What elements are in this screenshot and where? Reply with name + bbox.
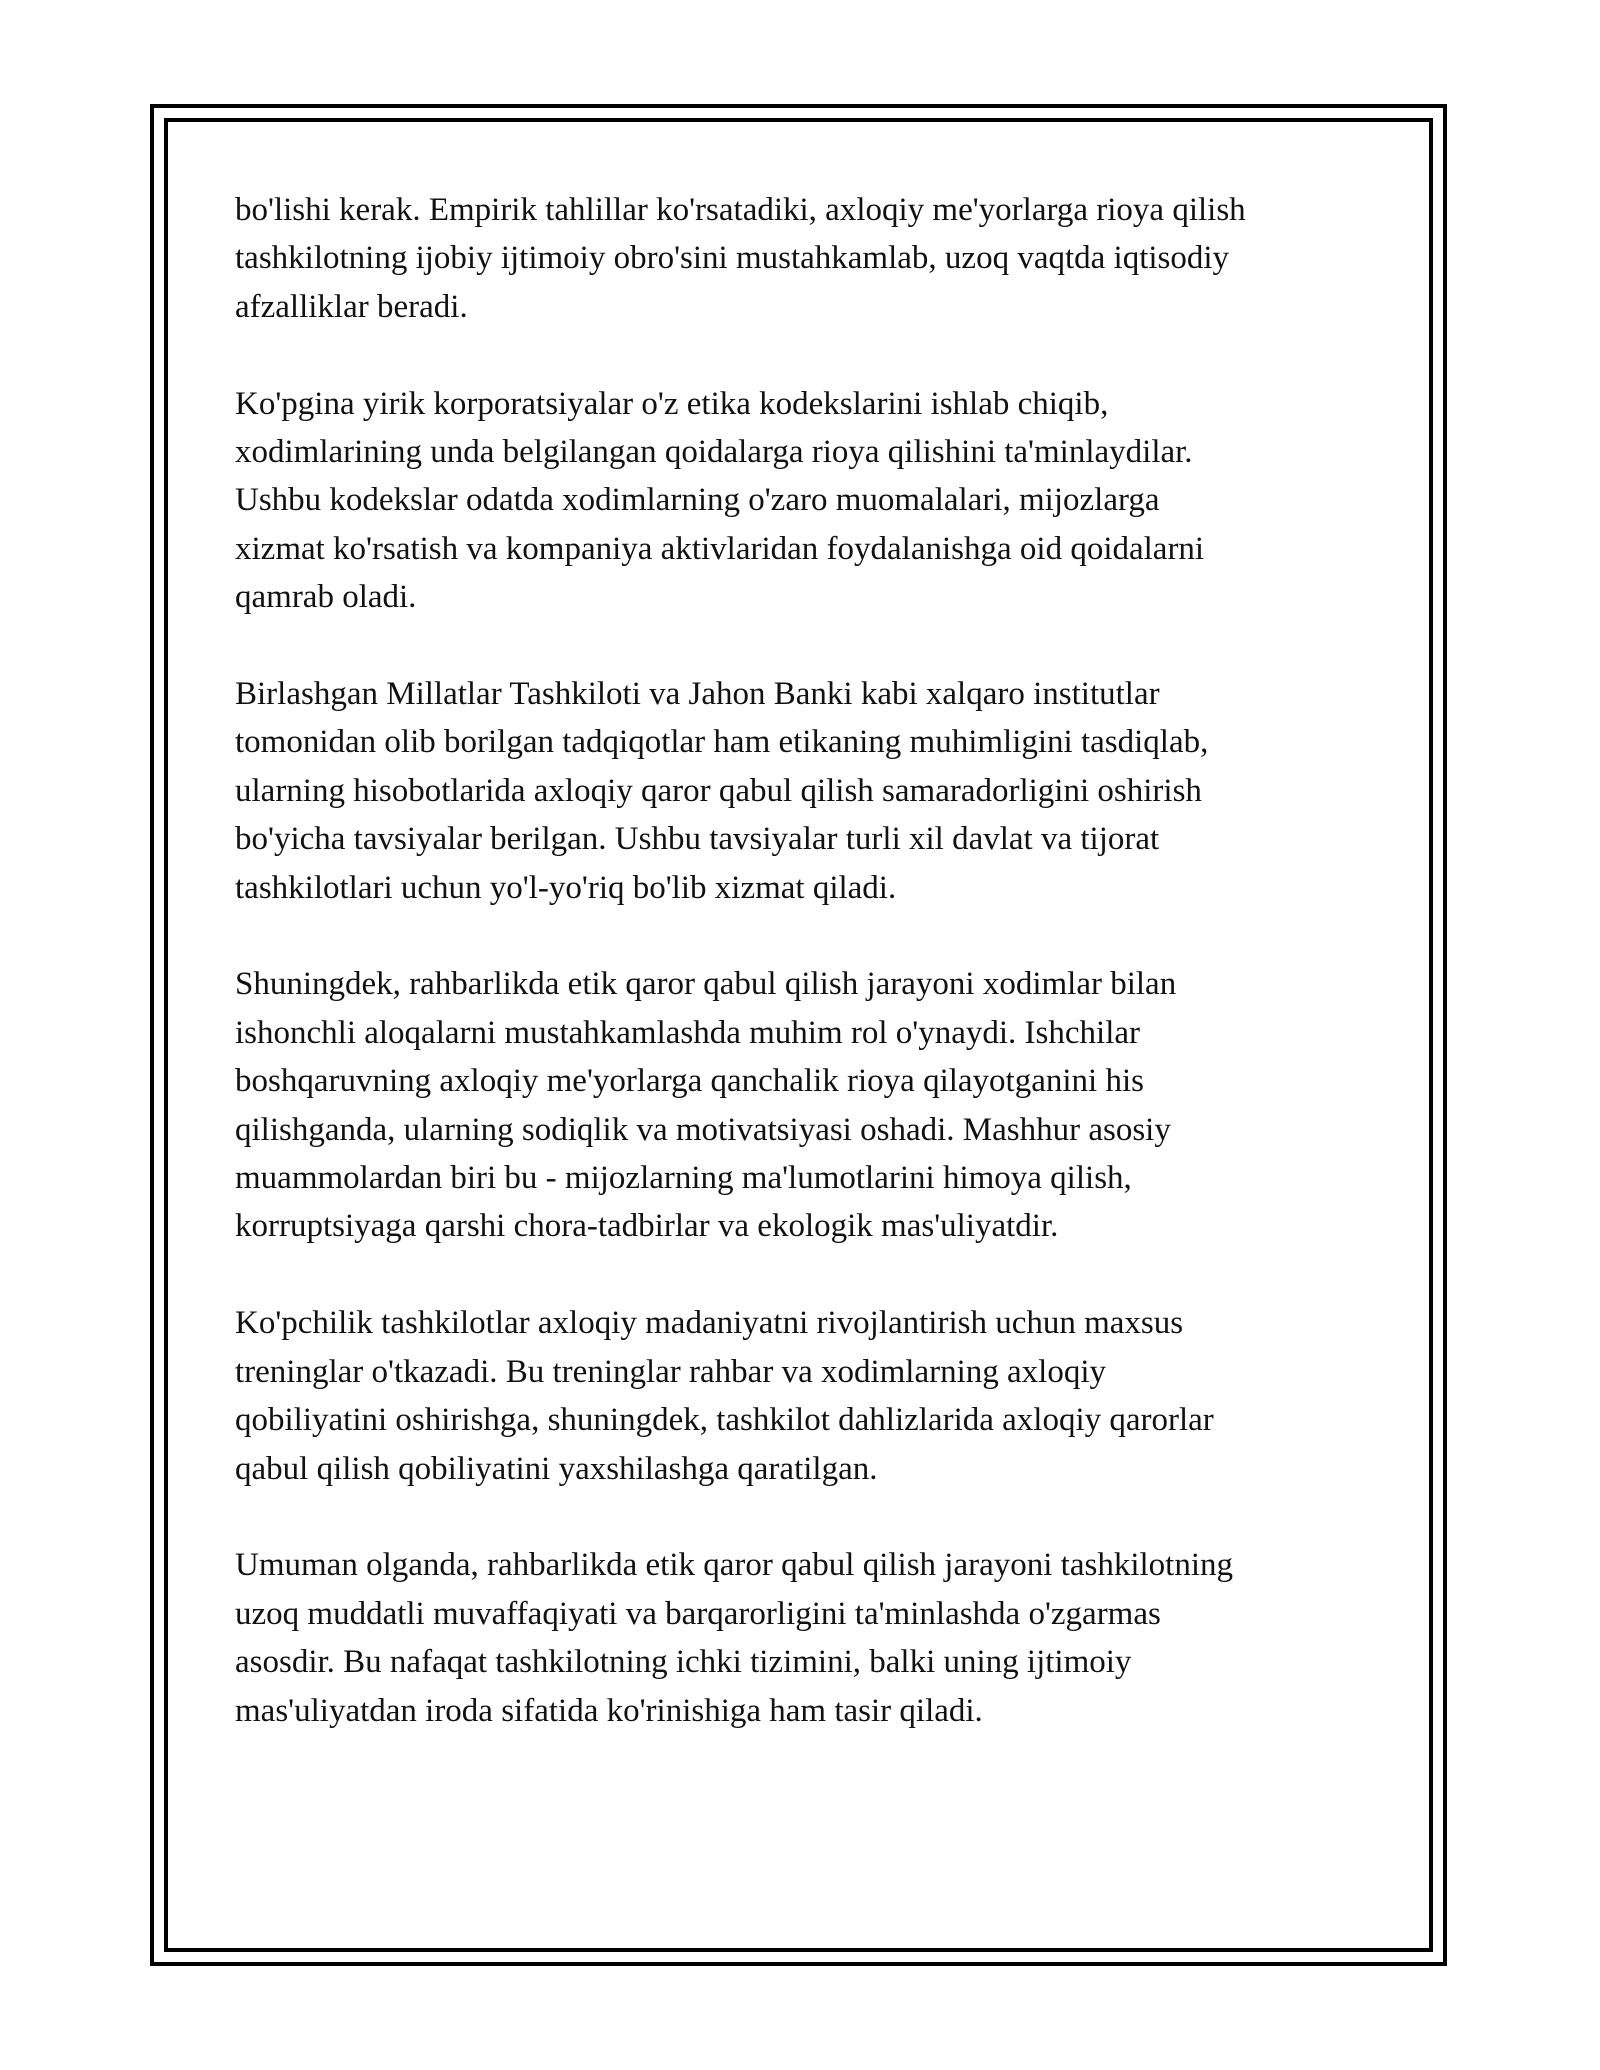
text-line: Shuningdek, rahbarlikda etik qaror qabul qilish jarayoni xodimlar bilan — [235, 966, 1177, 1003]
text-line: tashkilotlari uchun yo'l-yo'riq bo'lib xizmat qiladi. — [235, 869, 897, 906]
text-line: bo'yicha tavsiyalar berilgan. Ushbu tavsiyalar turli xil davlat va tijorat — [235, 821, 1160, 858]
text-line: Ushbu kodekslar odatda xodimlarning o'zaro muomalalari, mijozlarga — [235, 482, 1160, 519]
text-line: Birlashgan Millatlar Tashkiloti va Jahon Banki kabi xalqaro institutlar — [235, 676, 1160, 713]
text-line: korruptsiyaga qarshi chora-tadbirlar va ekologik mas'uliyatdir. — [235, 1208, 1059, 1245]
paragraph-3 — [235, 670, 1375, 912]
text-line: boshqaruvning axloqiy me'yorlarga qanchalik rioya qilayotganini his — [235, 1063, 1144, 1100]
text-line: asosdir. Bu nafaqat tashkilotning ichki tizimini, balki uning ijtimoiy — [235, 1644, 1132, 1681]
text-line: mas'uliyatdan iroda sifatida ko'rinishiga ham tasir qiladi. — [235, 1692, 983, 1729]
text-line: qamrab oladi. — [235, 579, 417, 616]
text-line: Ko'pgina yirik korporatsiyalar o'z etika kodekslarini ishlab chiqib, — [235, 385, 1109, 422]
paragraph-5 — [235, 1299, 1375, 1493]
text-line: muammolardan biri bu - mijozlarning ma'lumotlarini himoya qilish, — [235, 1160, 1132, 1197]
text-line: ularning hisobotlarida axloqiy qaror qabul qilish samaradorligini oshirish — [235, 772, 1202, 809]
text-line: treninglar o'tkazadi. Bu treninglar rahbar va xodimlarning axloqiy — [235, 1353, 1107, 1390]
paragraph-6 — [235, 1541, 1375, 1735]
text-line: xizmat ko'rsatish va kompaniya aktivlaridan foydalanishga oid qoidalarni — [235, 530, 1205, 567]
paragraph-1 — [235, 186, 1375, 331]
text-line: qabul qilish qobiliyatini yaxshilashga qaratilgan. — [235, 1450, 878, 1487]
text-line: afzalliklar beradi. — [235, 288, 468, 325]
document-body — [235, 186, 1375, 1783]
text-line: tashkilotning ijobiy ijtimoiy obro'sini mustahkamlab, uzoq vaqtda iqtisodiy — [235, 240, 1230, 277]
text-line: bo'lishi kerak. Empirik tahlillar ko'rsatadiki, axloqiy me'yorlarga rioya qilish — [235, 192, 1246, 228]
text-line: uzoq muddatli muvaffaqiyati va barqarorligini ta'minlashda o'zgarmas — [235, 1595, 1161, 1632]
text-line: ishonchli aloqalarni mustahkamlashda muhim rol o'ynaydi. Ishchilar — [235, 1014, 1141, 1051]
paragraph-2 — [235, 380, 1375, 622]
text-line: Ko'pchilik tashkilotlar axloqiy madaniyatni rivojlantirish uchun maxsus — [235, 1305, 1184, 1342]
text-line: qilishganda, ularning sodiqlik va motivatsiyasi oshadi. Mashhur asosiy — [235, 1111, 1171, 1148]
text-line: Umuman olganda, rahbarlikda etik qaror qabul qilish jarayoni tashkilotning — [235, 1547, 1234, 1584]
text-line: qobiliyatini oshirishga, shuningdek, tashkilot dahlizlarida axloqiy qarorlar — [235, 1402, 1214, 1439]
paragraph-4 — [235, 960, 1375, 1250]
text-line: tomonidan olib borilgan tadqiqotlar ham etikaning muhimligini tasdiqlab, — [235, 724, 1209, 761]
text-line: xodimlarining unda belgilangan qoidalarga rioya qilishini ta'minlaydilar. — [235, 434, 1193, 471]
